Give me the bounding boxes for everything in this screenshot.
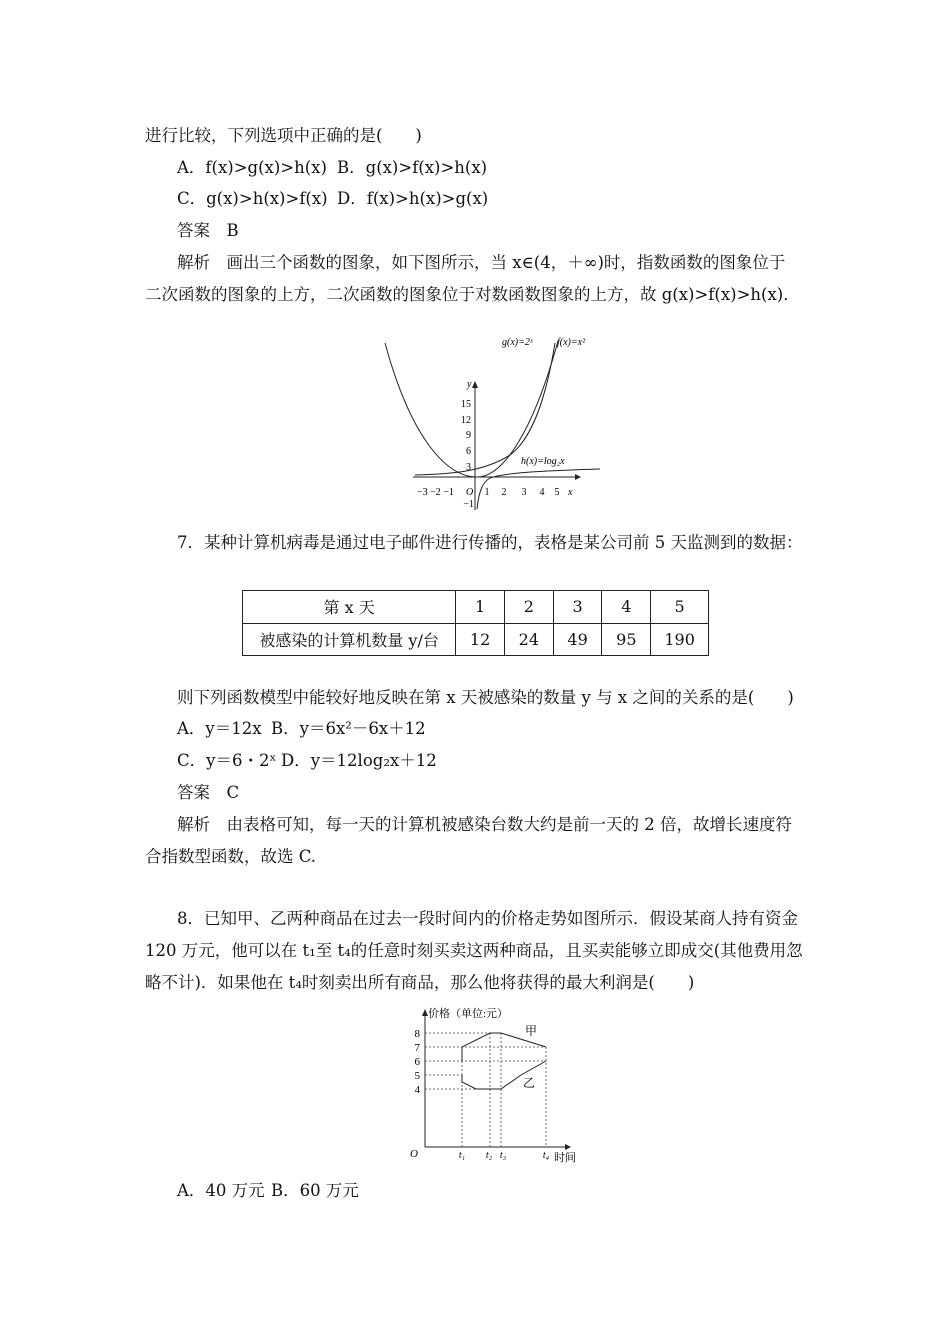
guide-lines: [425, 1033, 546, 1147]
q7-stem: 7．某种计算机病毒是通过电子邮件进行传播的，表格是某公司前 5 天监测到的数据：: [177, 533, 803, 552]
q8-option-b: B．60 万元: [271, 1181, 359, 1200]
label-g: g(x)=2ˣ: [502, 337, 533, 348]
x-axis-label: x: [568, 487, 573, 498]
q7-option-a: A．y＝12x: [177, 719, 262, 738]
label-f: f(x)=x²: [557, 337, 586, 348]
q8-option-a: A．40 万元: [177, 1181, 265, 1200]
y-tick-3: 3: [466, 462, 471, 473]
y-ticks: [415, 1028, 421, 1096]
q8-price-graph: [400, 1005, 590, 1165]
y-axis-arrow: [472, 381, 478, 388]
table-cell: 12: [456, 623, 505, 656]
y-tick-4: 4: [414, 1084, 420, 1096]
q7-option-b: B．y＝6x²－6x＋12: [271, 719, 426, 738]
x-tick-t1: t₁: [458, 1150, 466, 1161]
y-tick-6: 6: [414, 1056, 420, 1068]
y-tick-15: 15: [461, 399, 471, 410]
y-axis-title: 价格（单位:元）: [428, 1008, 509, 1020]
x-axis-arrow: [575, 474, 581, 480]
x-tick-t4: t₄: [542, 1150, 550, 1161]
y-tick-7: 7: [414, 1042, 420, 1054]
q6-answer: 答案 B: [177, 221, 239, 240]
q7-answer: 答案 C: [177, 783, 240, 802]
table-cell: 24: [504, 623, 553, 656]
q7-option-d: D．y＝12log₂x＋12: [281, 751, 437, 770]
series-yi-label: 乙: [523, 1076, 536, 1090]
x-tick-1: 1: [484, 487, 490, 498]
y-tick-9: 9: [466, 430, 471, 441]
origin-label: O: [410, 1148, 418, 1160]
q6-analysis-line1: 解析 画出三个函数的图象，如下图所示，当 x∈(4，＋∞)时，指数函数的图象位于: [177, 253, 786, 272]
y-tick-5: 5: [414, 1070, 420, 1082]
y-axis-label: y: [467, 379, 472, 390]
table-header-cell: 5: [651, 591, 709, 624]
series-jia-label: 甲: [525, 1024, 538, 1038]
y-tick-neg1: −1: [463, 499, 474, 510]
table-header-cell: 1: [456, 591, 505, 624]
q7-data-table: [242, 590, 709, 656]
y-tick-8: 8: [414, 1028, 420, 1040]
table-row: [243, 623, 709, 656]
q7-question: 则下列函数模型中能较好地反映在第 x 天被感染的数量 y 与 x 之间的关系的是( ): [177, 688, 794, 707]
q6-option-a: A．f(x)>g(x)>h(x): [177, 158, 327, 177]
table-header-cell: 4: [602, 591, 651, 624]
x-tick-t2: t₂: [485, 1150, 493, 1161]
x-tick-3: 3: [521, 487, 527, 498]
x-ticks-positive: [485, 487, 560, 498]
q8-stem-line3: 略不计)．如果他在 t₄时刻卖出所有商品，那么他将获得的最大利润是( ): [145, 973, 695, 992]
table-header-cell: 2: [504, 591, 553, 624]
table-cell: 49: [553, 623, 602, 656]
q8-stem-line1: 8．已知甲、乙两种商品在过去一段时间内的价格走势如图所示．假设某商人持有资金: [177, 909, 798, 928]
q6-option-c: C．g(x)>h(x)>f(x): [177, 189, 328, 208]
curve-h-log2-x: [477, 469, 600, 509]
q8-stem-line2: 120 万元，他可以在 t₁至 t₄的任意时刻买卖这两种商品，且买卖能够立即成交(其他费用忽: [145, 941, 803, 960]
q6-analysis-line2: 二次函数的图象的上方，二次函数的图象位于对数函数图象的上方，故 g(x)>f(x)>h(x)．: [145, 285, 800, 304]
origin-label: O: [466, 487, 474, 498]
x-tick-5: 5: [554, 487, 560, 498]
table-row: [243, 591, 709, 624]
table-header-cell: 3: [553, 591, 602, 624]
x-tick-t3: t₃: [499, 1150, 507, 1161]
q7-option-c: C．y＝6・2ˣ: [177, 751, 277, 770]
table-header-cell: 第 x 天: [243, 591, 456, 624]
x-tick-4: 4: [539, 487, 545, 498]
x-ticks: [459, 1150, 550, 1161]
label-h: h(x)=log₂x: [521, 456, 565, 467]
x-axis-title: 时间: [554, 1152, 576, 1164]
q6-stem-end: 进行比较，下列选项中正确的是( ): [145, 126, 422, 145]
q7-analysis-line2: 合指数型函数，故选 C.: [145, 847, 317, 866]
x-ticks-negative: −3 −2 −1: [417, 487, 454, 498]
x-tick-2: 2: [501, 487, 507, 498]
q7-analysis-line1: 解析 由表格可知，每一天的计算机被感染台数大约是前一天的 2 倍，故增长速度符: [177, 815, 792, 834]
y-tick-6: 6: [466, 446, 471, 457]
q6-option-d: D．f(x)>h(x)>g(x): [337, 189, 489, 208]
table-cell: 95: [602, 623, 651, 656]
table-cell: 被感染的计算机数量 y/台: [243, 623, 456, 656]
y-tick-12: 12: [461, 415, 471, 426]
q6-option-b: B．g(x)>f(x)>h(x): [337, 158, 488, 177]
x-axis-arrow: [565, 1144, 571, 1150]
table-cell: 190: [651, 623, 709, 656]
q6-function-graph: [375, 325, 615, 515]
